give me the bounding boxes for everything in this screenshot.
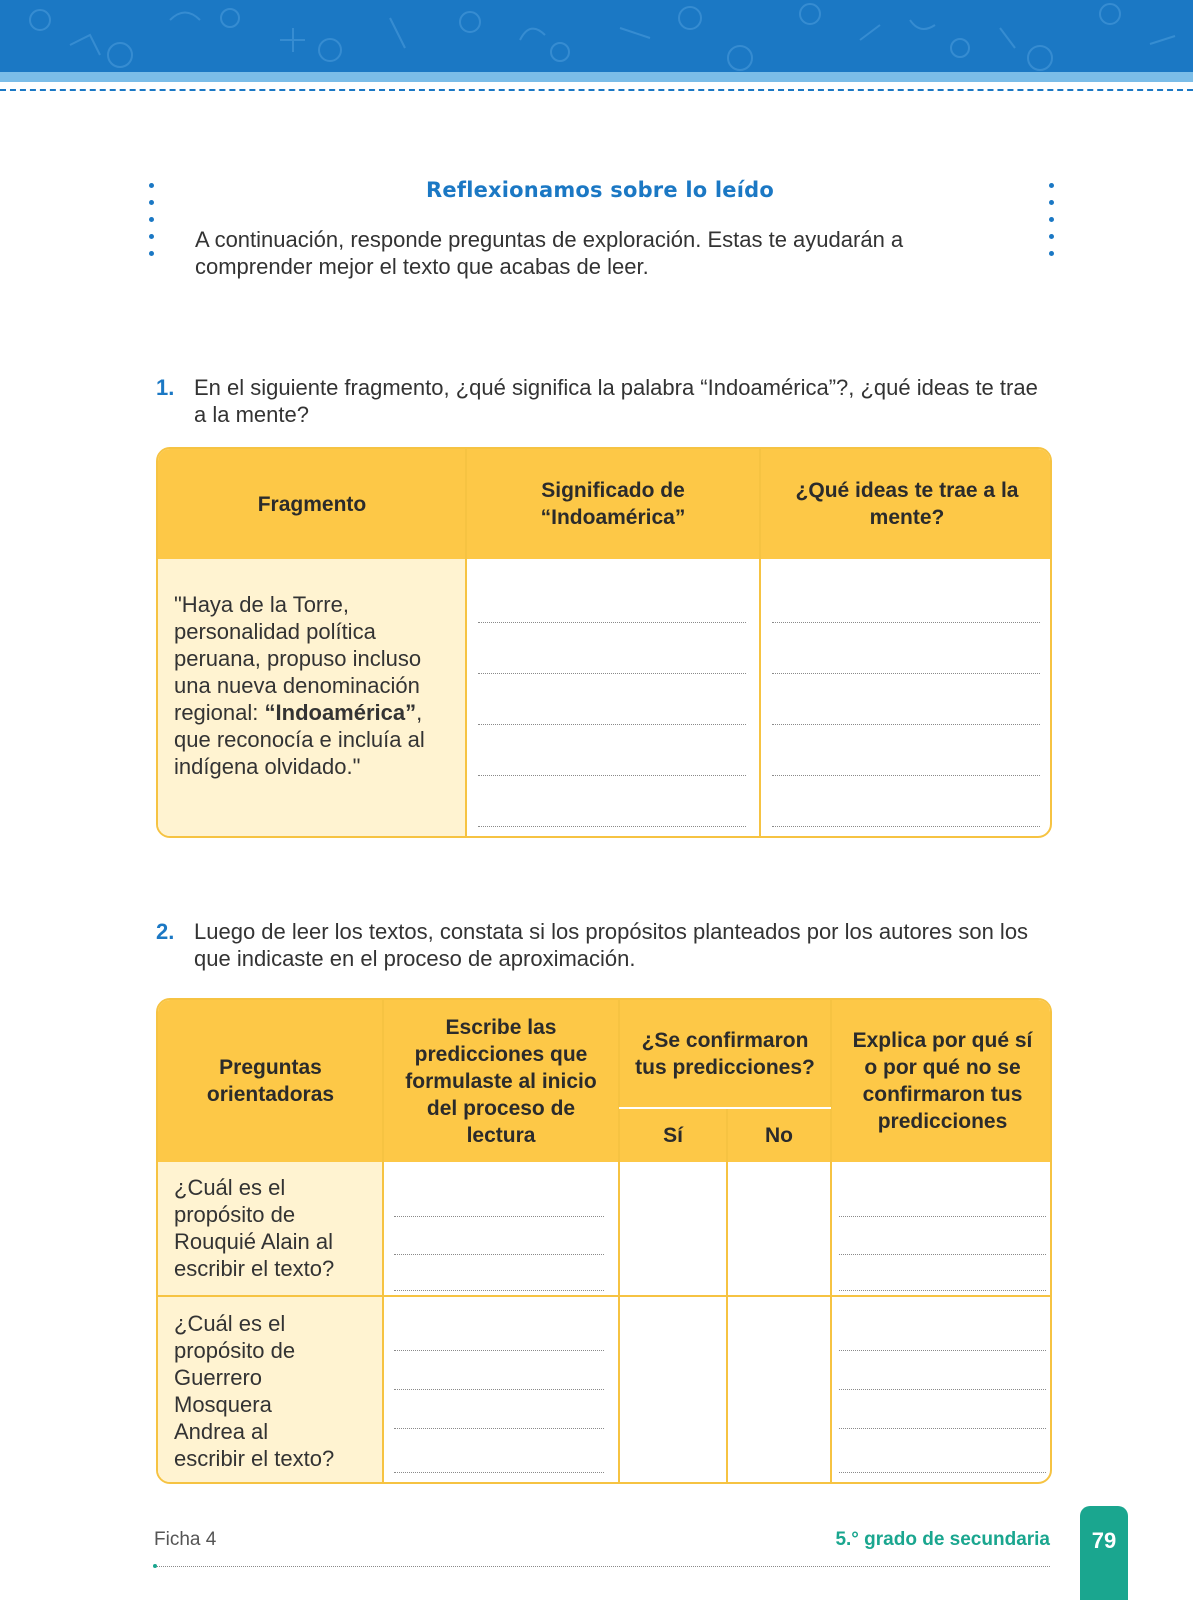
right-dot-border bbox=[1049, 183, 1055, 268]
footer-divider bbox=[154, 1566, 1050, 1567]
table-2-header-confirmaron bbox=[619, 1000, 831, 1108]
footer-ficha: Ficha 4 bbox=[154, 1529, 217, 1550]
footer-dot bbox=[153, 1564, 157, 1568]
answer-line-explica[interactable] bbox=[839, 1290, 1046, 1291]
answer-line-explica[interactable] bbox=[839, 1216, 1046, 1217]
header-label: Sí bbox=[663, 1123, 683, 1147]
header-label: Significado de “Indoamérica” bbox=[540, 479, 686, 529]
header-label: ¿Qué ideas te trae a la mente? bbox=[795, 479, 1019, 529]
answer-line-significado[interactable] bbox=[478, 775, 746, 776]
fragment-text-bold: “Indoamérica” bbox=[264, 700, 417, 725]
answer-line-explica[interactable] bbox=[839, 1389, 1046, 1390]
row-question-text: ¿Cuál es el propósito de Guerrero Mosquera Andrea al escribir el texto? bbox=[174, 1311, 335, 1471]
table-1-header-significado bbox=[466, 449, 760, 559]
answer-line-explica[interactable] bbox=[839, 1254, 1046, 1255]
header-label: ¿Se confirmaron tus predicciones? bbox=[635, 1029, 815, 1079]
section-title: Reflexionamos sobre lo leído bbox=[426, 178, 774, 202]
answer-line-ideas[interactable] bbox=[772, 775, 1040, 776]
header-label: Preguntas orientadoras bbox=[206, 1056, 335, 1106]
left-dot-border bbox=[149, 183, 155, 268]
header-strip bbox=[0, 72, 1193, 82]
question-2-number: 2. bbox=[156, 919, 175, 944]
table-2-divider bbox=[382, 1000, 384, 1484]
answer-line-ideas[interactable] bbox=[772, 673, 1040, 674]
header-label: Fragmento bbox=[257, 492, 367, 516]
table-2-divider bbox=[830, 1000, 832, 1484]
question-2-text: Luego de leer los textos, constata si los propósitos planteados por los autores son los que indicaste en el proceso de aproximación. bbox=[194, 919, 1029, 971]
table-2-row-divider bbox=[158, 1295, 1052, 1297]
table-2-header-si bbox=[619, 1108, 727, 1162]
row-question-text: ¿Cuál es el propósito de Rouquié Alain al escribir el texto? bbox=[174, 1175, 335, 1281]
answer-line-ideas[interactable] bbox=[772, 622, 1040, 623]
answer-line-explica[interactable] bbox=[839, 1428, 1046, 1429]
header-band bbox=[0, 0, 1193, 72]
table-2-header-preguntas bbox=[158, 1000, 383, 1162]
table-1-divider bbox=[465, 449, 467, 838]
question-2 bbox=[156, 918, 1056, 974]
header-pattern-icon bbox=[0, 0, 1193, 72]
question-1-number: 1. bbox=[156, 375, 175, 400]
header-label: Explica por qué sí o por qué no se confirmaron tus predicciones bbox=[852, 1029, 1033, 1133]
header-divider bbox=[0, 89, 1193, 91]
table-2 bbox=[156, 998, 1052, 1484]
table-2-header-no bbox=[727, 1108, 831, 1162]
table-1 bbox=[156, 447, 1052, 838]
table-row-question-1 bbox=[158, 1162, 383, 1296]
table-2-header-predicciones bbox=[383, 1000, 619, 1162]
answer-line-prediccion[interactable] bbox=[394, 1472, 604, 1473]
header-label: No bbox=[765, 1123, 793, 1147]
footer-grade: 5.° grado de secundaria bbox=[835, 1529, 1050, 1550]
answer-line-explica[interactable] bbox=[839, 1350, 1046, 1351]
answer-line-significado[interactable] bbox=[478, 724, 746, 725]
section-intro-text: A continuación, responde preguntas de exploración. Estas te ayudarán a comprender mejor el texto que acabas de leer. bbox=[195, 227, 904, 279]
table-2-header-explica bbox=[831, 1000, 1052, 1162]
answer-line-prediccion[interactable] bbox=[394, 1216, 604, 1217]
answer-line-significado[interactable] bbox=[478, 622, 746, 623]
table-2-subheader-divider bbox=[619, 1107, 831, 1109]
fragment-text-after: , que reconocía e incluía al indígena olvidado." bbox=[174, 700, 425, 779]
table-1-header-fragmento bbox=[158, 449, 466, 559]
answer-line-prediccion[interactable] bbox=[394, 1290, 604, 1291]
answer-line-prediccion[interactable] bbox=[394, 1254, 604, 1255]
header-label: Escribe las predicciones que formulaste al inicio del proceso de lectura bbox=[405, 1015, 597, 1147]
answer-line-ideas[interactable] bbox=[772, 826, 1040, 827]
answer-line-ideas[interactable] bbox=[772, 724, 1040, 725]
fragment-text-before: "Haya de la Torre, personalidad política peruana, propuso incluso una nueva denominación regional: bbox=[174, 592, 422, 725]
answer-line-prediccion[interactable] bbox=[394, 1350, 604, 1351]
answer-line-prediccion[interactable] bbox=[394, 1428, 604, 1429]
fragment-quote bbox=[158, 559, 466, 838]
table-1-divider bbox=[759, 449, 761, 838]
table-1-header-ideas bbox=[760, 449, 1052, 559]
question-1-text: En el siguiente fragmento, ¿qué significa la palabra “Indoamérica”?, ¿qué ideas te trae a la mente? bbox=[194, 375, 1038, 427]
answer-line-significado[interactable] bbox=[478, 826, 746, 827]
table-2-divider bbox=[618, 1000, 620, 1484]
table-row-question-2 bbox=[158, 1296, 383, 1484]
answer-line-prediccion[interactable] bbox=[394, 1389, 604, 1390]
question-1 bbox=[156, 374, 1056, 430]
answer-line-explica[interactable] bbox=[839, 1472, 1046, 1473]
answer-line-significado[interactable] bbox=[478, 673, 746, 674]
page-number: 79 bbox=[1091, 1528, 1117, 1553]
